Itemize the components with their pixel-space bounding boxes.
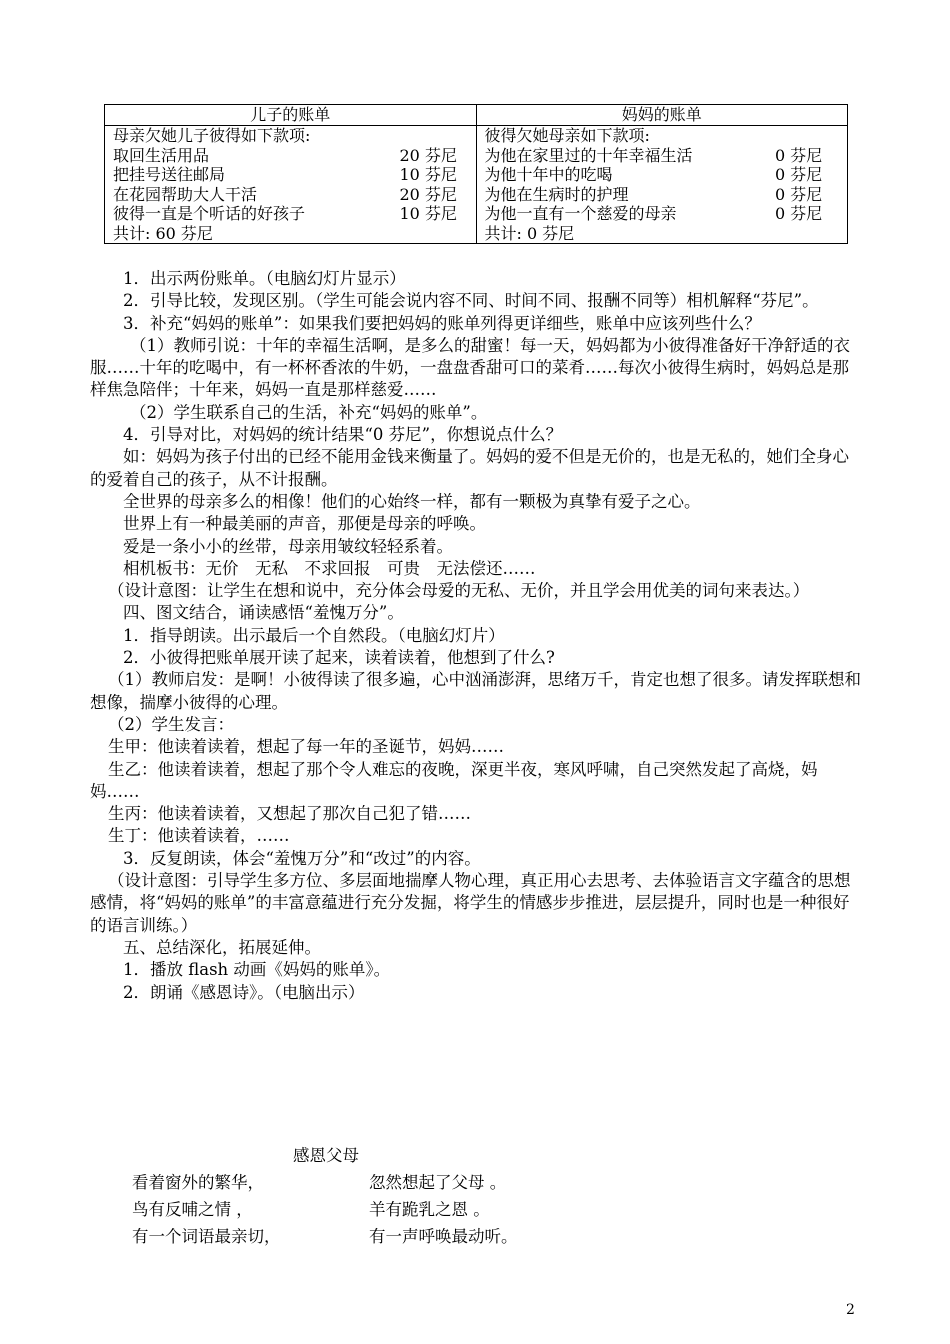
poem-line-second-half: 忽然想起了父母 。 (369, 1173, 507, 1192)
paragraph: （设计意图：让学生在想和说中，充分体会母爱的无私、无价，并且学会用优美的词句来表达。） (108, 581, 810, 601)
paragraph: 2．朗诵《感恩诗》。（电脑出示） (123, 982, 365, 1002)
paragraph: （2）学生发言： (108, 714, 234, 734)
son-bill-header: 儿子的账单 (105, 105, 477, 126)
mom-bill-item: 为他十年中的吃喝 (484, 165, 613, 184)
poem-line-first-half: 看着窗外的繁华， (132, 1173, 264, 1192)
paragraph: 相机板书：无价 无私 不求回报 可贵 无法偿还…… (123, 558, 536, 578)
paragraph: 如：妈妈为孩子付出的已经不能用金钱来衡量了。妈妈的爱不但是无价的，也是无私的，她们全身心的爱着自己的孩子，从不计报酬。 (90, 447, 849, 489)
son-bill-total: 共计: 60 芬尼 (113, 223, 213, 243)
paragraph: （1）教师启发：是啊！小彼得读了很多遍，心中汹涌澎湃，思绪万千，肯定也想了很多。请发挥联想和想像，揣摩小彼得的心理。 (90, 670, 861, 712)
mom-bill-amount: 0 芬尼 (775, 184, 823, 204)
poem-line (132, 1196, 518, 1223)
poem (132, 1169, 518, 1250)
paragraph: 生丙：他读着读着，又想起了那次自己犯了错…… (108, 804, 471, 824)
mom-bill-item: 为他一直有一个慈爱的母亲 (484, 204, 677, 223)
mom-bill-row (485, 165, 848, 185)
son-bill-cell (105, 126, 477, 244)
mom-bill-item: 为他在生病时的护理 (484, 184, 629, 204)
section-heading: 四、图文结合，诵读感悟“羞愧万分”。 (123, 603, 404, 623)
son-bill-row (113, 185, 476, 205)
son-bill-item: 取回生活用品 (113, 145, 210, 165)
paragraph: 4．引导对比，对妈妈的统计结果“0 芬尼”，你想说点什么？ (123, 425, 563, 445)
son-bill-intro: 母亲欠她儿子彼得如下款项: (113, 126, 311, 145)
mom-bill-amount: 0 芬尼 (775, 145, 823, 165)
paragraph: （设计意图：引导学生多方位、多层面地揣摩人物心理，真正用心去思考、去体验语言文字蕴含的思想感情，将“妈妈的账单”的丰富意蕴进行充分发掘，将学生的情感步步推进，层层提升，同时也是一种很好的语言训练。） (90, 871, 851, 935)
bills-table (104, 104, 848, 244)
paragraph: 爱是一条小小的丝带，母亲用皱纹轻轻系着。 (123, 536, 453, 556)
paragraph: 2．引导比较，发现区别。（学生可能会说内容不同、时间不同、报酬不同等）相机解释“芬尼”。 (123, 291, 819, 311)
paragraph: 生甲：他读着读着，想起了每一年的圣诞节，妈妈…… (108, 737, 504, 757)
son-bill-row (113, 204, 476, 224)
paragraph: 1．出示两份账单。（电脑幻灯片显示） (123, 269, 406, 288)
son-bill-amount: 20 芬尼 (399, 184, 457, 204)
paragraph: 全世界的母亲多么的相像！他们的心始终一样，都有一颗极为真挚有爱子之心。 (123, 491, 701, 511)
paragraph: 世界上有一种最美丽的声音，那便是母亲的呼唤。 (123, 514, 486, 534)
son-bill-item: 在花园帮助大人干活 (113, 184, 258, 204)
son-bill-item: 把挂号送往邮局 (113, 165, 226, 184)
son-bill-amount: 20 芬尼 (399, 145, 457, 165)
poem-line (132, 1169, 518, 1196)
paragraph: 3．补充“妈妈的账单”：如果我们要把妈妈的账单列得更详细些，账单中应该列些什么？ (123, 313, 761, 333)
page-number: 2 (846, 1302, 855, 1318)
paragraph: 1．播放 flash 动画《妈妈的账单》。 (123, 960, 391, 980)
lesson-body (90, 268, 862, 1004)
mom-bill-intro: 彼得欠她母亲如下款项: (484, 126, 650, 145)
paragraph: 生丁：他读着读着，…… (108, 826, 290, 846)
section-heading: 五、总结深化，拓展延伸。 (123, 937, 321, 957)
mom-bill-amount: 0 芬尼 (775, 204, 823, 223)
mom-bill-item: 为他在家里过的十年幸福生活 (484, 145, 693, 165)
mom-bill-row (485, 146, 848, 166)
poem-line-first-half: 鸟有反哺之情 ， (132, 1200, 253, 1219)
paragraph: 3．反复朗读，体会“羞愧万分”和“改过”的内容。 (123, 848, 481, 868)
paragraph: （1）教师引说：十年的幸福生活啊，是多么的甜蜜！每一天，妈妈都为小彼得准备好干净舒适的衣服……十年的吃喝中，有一杯杯香浓的牛奶，一盘盘香甜可口的菜肴……每次小彼得生病时，妈妈总是那样焦急陪伴；十年来，妈妈一直是那样慈爱…… (90, 335, 850, 400)
mom-bill-header: 妈妈的账单 (476, 105, 848, 126)
son-bill-row (113, 165, 476, 185)
son-bill-amount: 10 芬尼 (399, 204, 457, 223)
mom-bill-row (485, 204, 848, 224)
mom-bill-amount: 0 芬尼 (775, 165, 823, 184)
son-bill-amount: 10 芬尼 (399, 165, 457, 184)
poem-line-second-half: 有一声呼唤最动听。 (369, 1227, 518, 1246)
paragraph: 2．小彼得把账单展开读了起来，读着读着，他想到了什么? (123, 648, 555, 668)
mom-bill-row (485, 185, 848, 205)
paragraph: （2）学生联系自己的生活，补充“妈妈的账单”。 (130, 402, 488, 422)
son-bill-row (113, 146, 476, 166)
poem-line-second-half: 羊有跪乳之恩 。 (369, 1200, 490, 1219)
mom-bill-cell (476, 126, 848, 244)
poem-line-first-half: 有一个词语最亲切， (132, 1227, 281, 1246)
paragraph: 1．指导朗读。出示最后一个自然段。（电脑幻灯片） (123, 625, 505, 645)
mom-bill-total: 共计: 0 芬尼 (484, 223, 575, 243)
son-bill-item: 彼得一直是个听话的好孩子 (113, 204, 306, 223)
poem-line (132, 1223, 518, 1250)
poem-title: 感恩父母 (293, 1146, 359, 1165)
paragraph: 生乙：他读着读着，想起了那个令人难忘的夜晚，深更半夜，寒风呼啸，自己突然发起了高烧，妈妈…… (90, 759, 818, 801)
